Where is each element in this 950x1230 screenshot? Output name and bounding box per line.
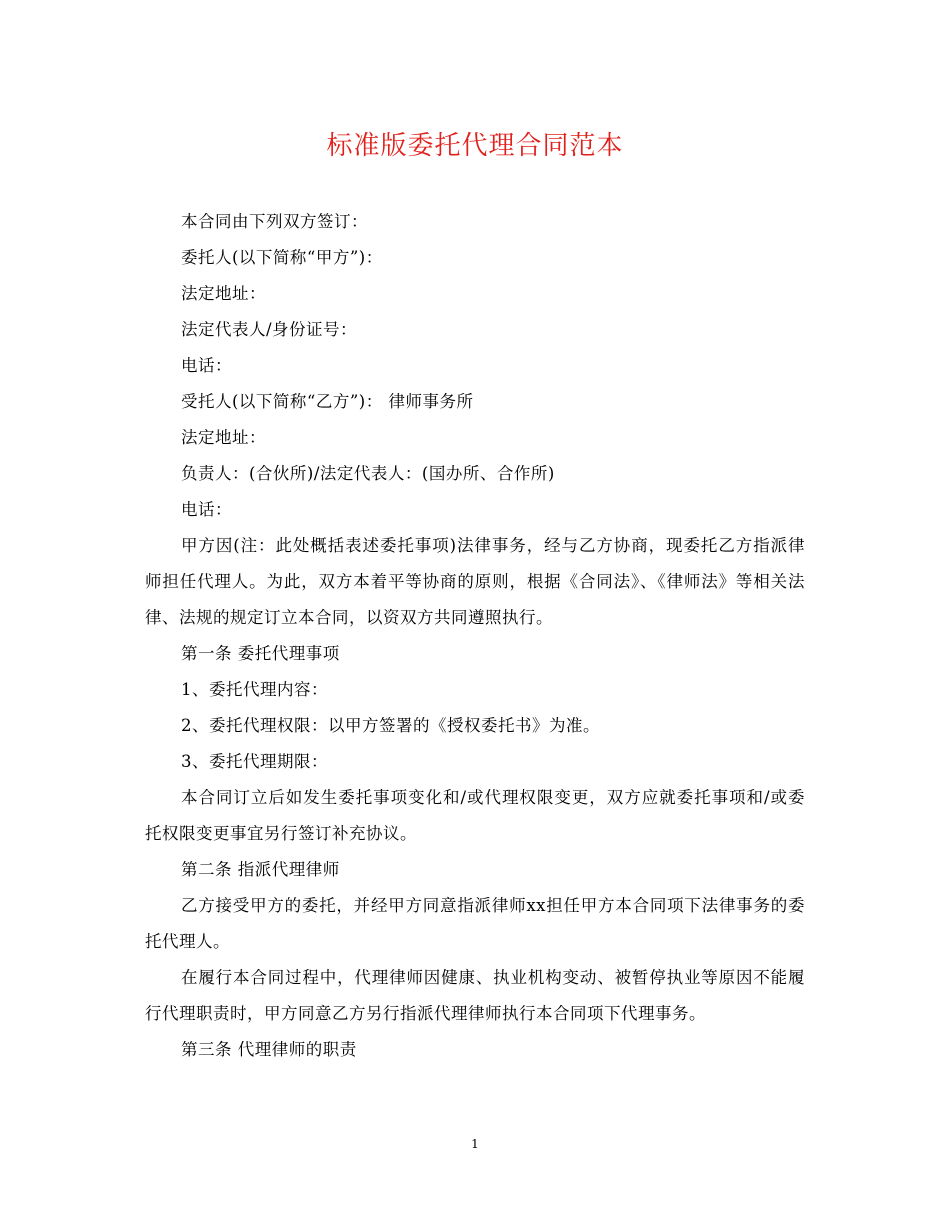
section-heading: 第一条 委托代理事项 (181, 644, 340, 663)
paragraph: 乙方接受甲方的委托，并经甲方同意指派律师xx担任甲方本合同项下法律事务的委托代理人。 (145, 896, 805, 951)
paragraph: 2、委托代理权限：以甲方签署的《授权委托书》为准。 (181, 716, 600, 735)
paragraph: 1、委托代理内容： (181, 680, 328, 699)
section-heading: 第二条 指派代理律师 (181, 860, 340, 879)
page-number: 1 (471, 1137, 479, 1151)
document-title: 标准版委托代理合同范本 (326, 131, 624, 161)
paragraph: 电话： (181, 356, 232, 375)
paragraph: 3、委托代理期限： (181, 752, 328, 771)
paragraph: 本合同由下列双方签订： (181, 212, 368, 231)
paragraph: 委托人(以下简称“甲方”)： (181, 248, 383, 267)
paragraph: 法定代表人/身份证号： (181, 320, 358, 339)
paragraph: 负责人：(合伙所)/法定代表人：(国办所、合作所) (181, 464, 555, 483)
paragraph: 法定地址： (181, 284, 266, 303)
document-body (145, 204, 805, 1068)
paragraph: 在履行本合同过程中，代理律师因健康、执业机构变动、被暂停执业等原因不能履行代理职责时，甲方同意乙方另行指派代理律师执行本合同项下代理事务。 (145, 968, 805, 1023)
section-heading: 第三条 代理律师的职责 (181, 1040, 357, 1059)
paragraph: 甲方因(注：此处概括表述委托事项)法律事务，经与乙方协商，现委托乙方指派律师担任代理人。为此，双方本着平等协商的原则，根据《合同法》、《律师法》等相关法律、法规的规定订立本合同，以资双方共同遵照执行。 (145, 536, 805, 627)
paragraph: 电话： (181, 500, 232, 519)
paragraph: 本合同订立后如发生委托事项变化和/或代理权限变更，双方应就委托事项和/或委托权限变更事宜另行签订补充协议。 (145, 788, 805, 843)
paragraph: 受托人(以下简称“乙方”)： 律师事务所 (181, 392, 474, 411)
paragraph: 法定地址： (181, 428, 266, 447)
